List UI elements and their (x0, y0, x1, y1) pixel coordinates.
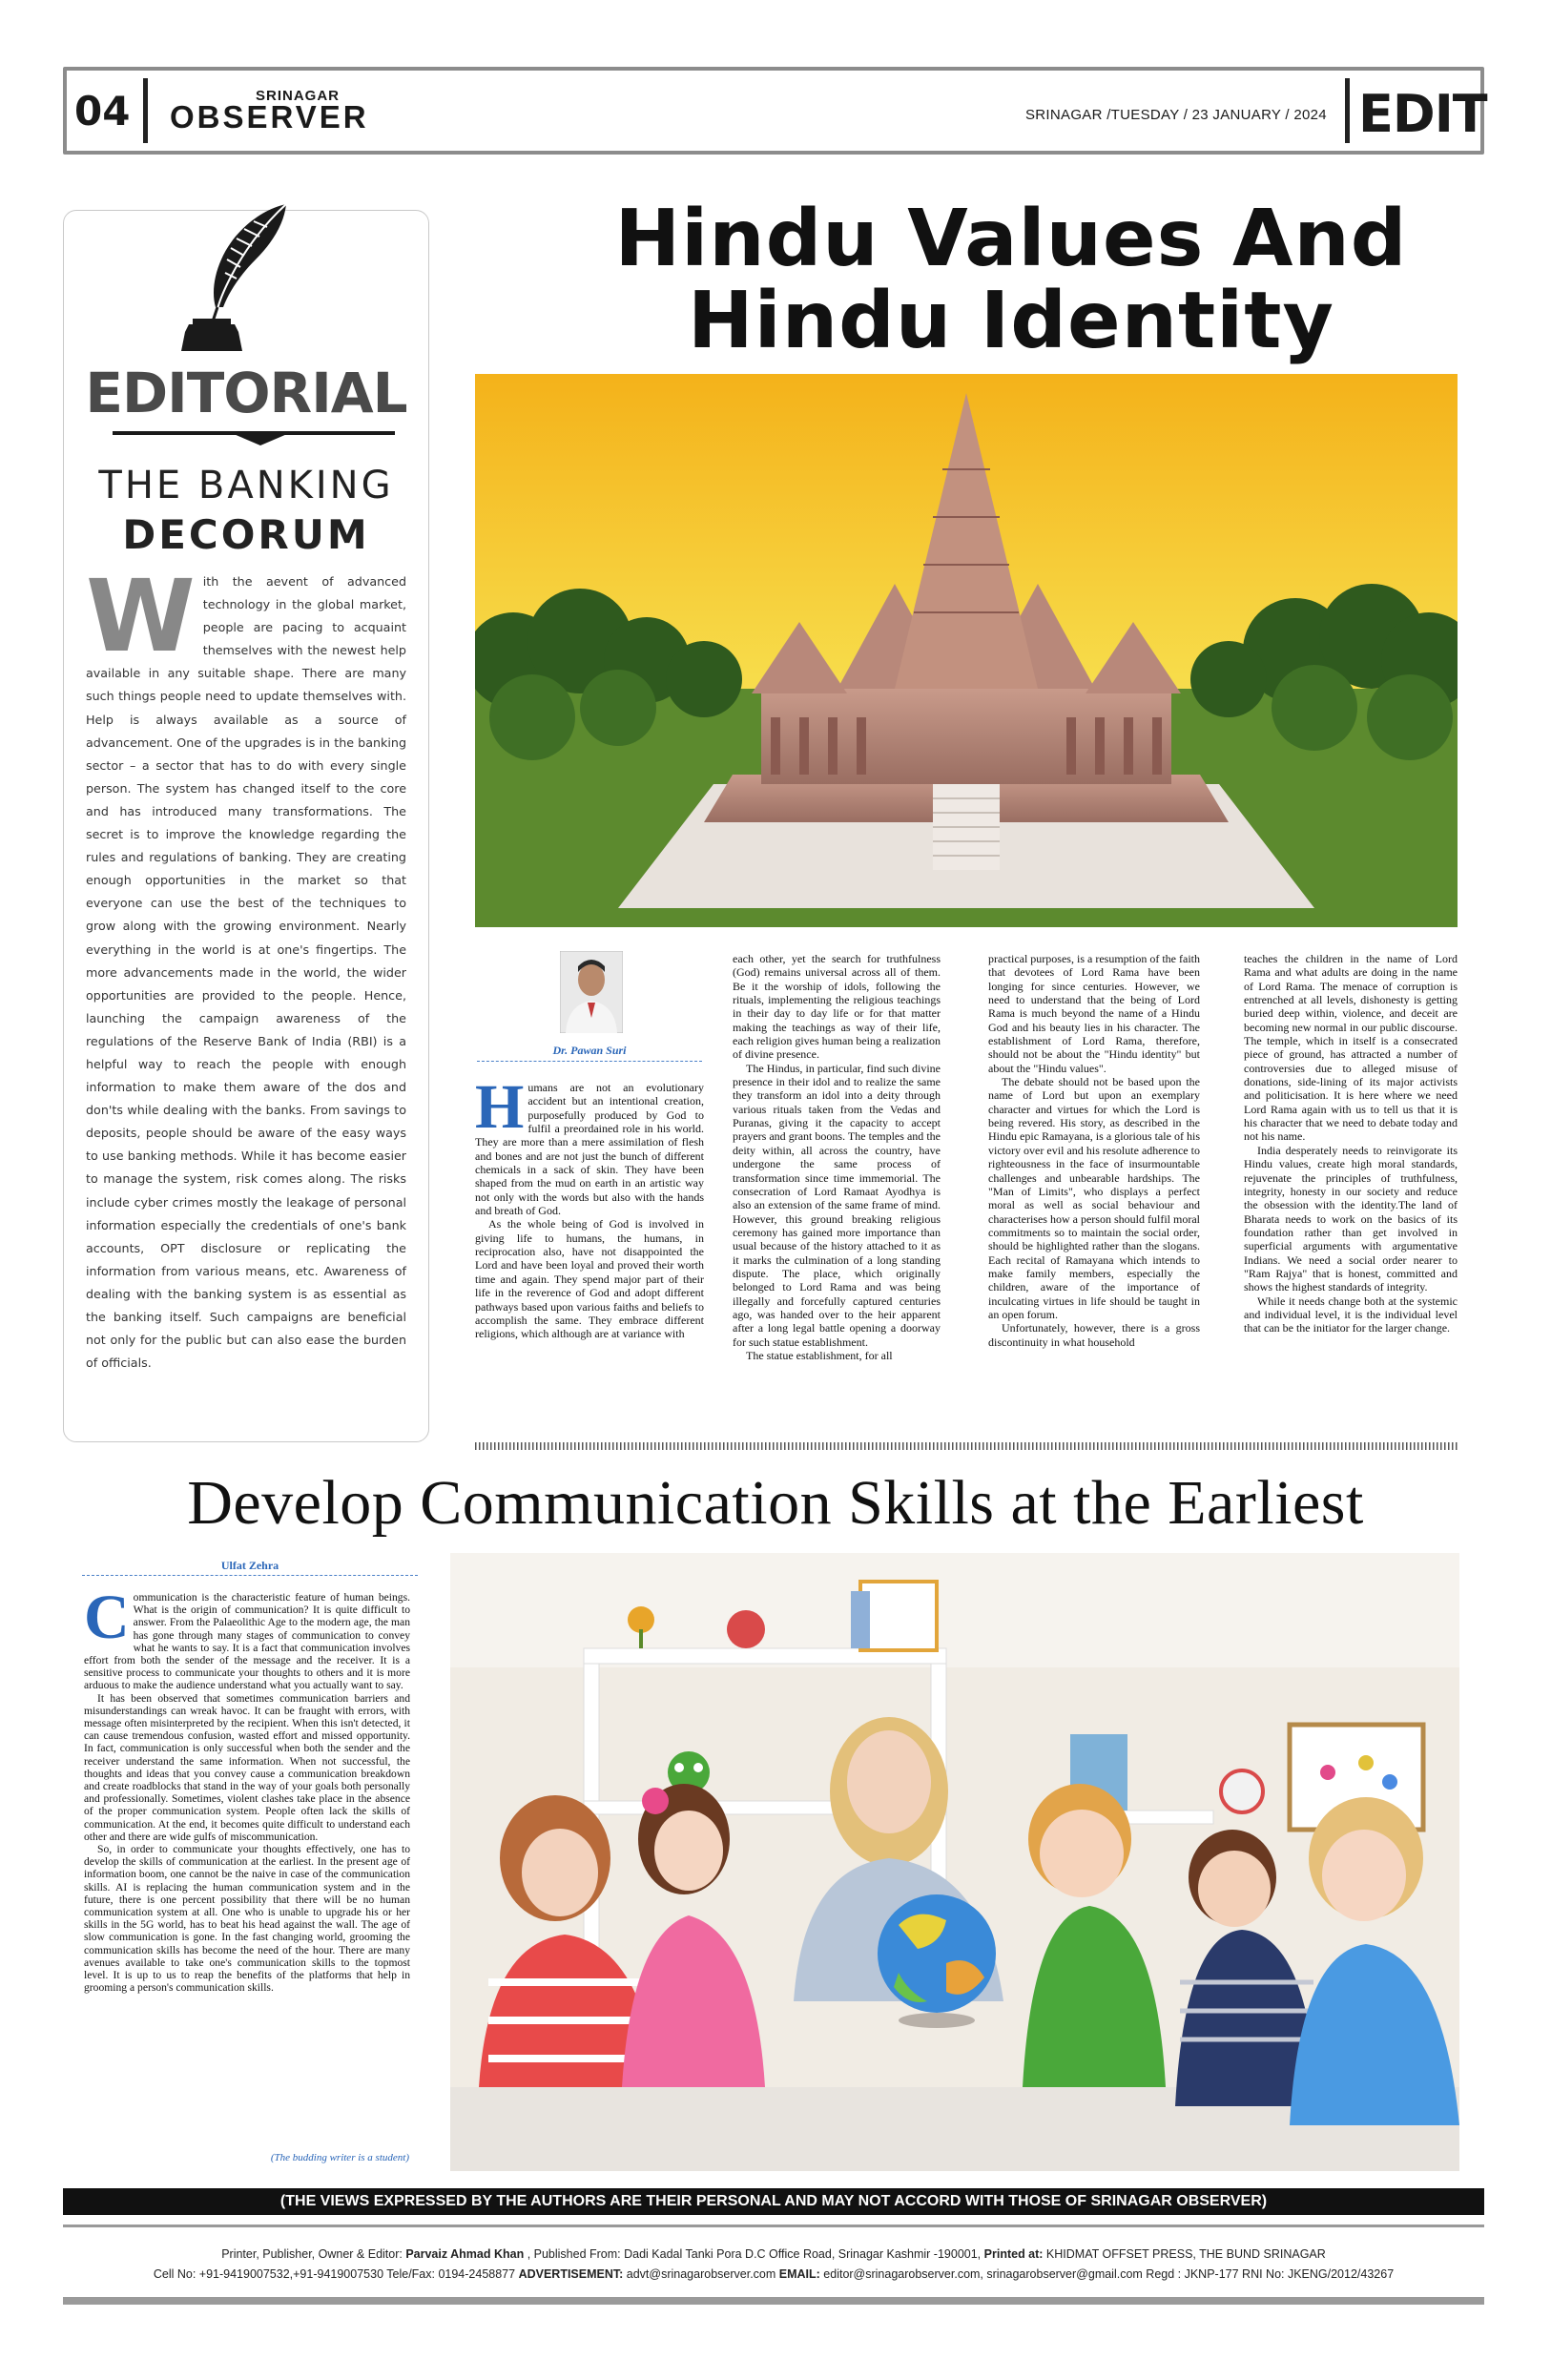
article1-col2-p2: The Hindus, in particular, find such divine presence in their idol and to realize the same they transform an idol into a deity through various rituals taken from the Vedas and Puranas, giving it the capacity to accept prayers and grant boons. The temples and the deity within, all across the country, have undergone the same process of transformation since time immemorial. The consecration of Lord Ramaat Ayodhya is also an extension of the same frame of mind. However, this ground breaking religious ceremony has gained more importance than usual because of the history attached to it as it marks the culmination of a long standing dispute. The place, which originally belonged to Lord Rama and was being illegally and forcefully captured centuries ago, was handed over to the heir apparent after a long legal battle opening a doorway for such statue establishment. (733, 1061, 941, 1349)
article2-byline: Ulfat Zehra (220, 1559, 279, 1572)
article1-headline-line1: Hindu Values And (614, 194, 1408, 284)
editorial-label: EDITORIAL (85, 361, 407, 425)
editorial-text: ith the aevent of advanced technology in the global market, people are pacing to acquaint themselves with the newest help available in any suitable shape. There are many such things people need to update themselves with. Help is always available as a source of advancement. One of the upgrades is in the banking sector – a sector that has to do with every single person. The system has changed itself to the core and has introduced many transformations. The secret is to improve the knowledge regarding the rules and regulations of banking. They are creating enough opportunities in the market so that everyone can use the best of the techniques to grow along with the growing environment. Nearly everything in the world is at one's fingertips. The more advancements made in the world, the wider opportunities are provided to the people. Hence, launching the campaign awareness of the regulations of the Reserve Bank of India (RBI) is a helpful way to reach the people with enough information to make them aware of the dos and don'ts while dealing with the banks. From savings to deposits, people should be aware of the easy ways to use banking methods. While it has become easier to manage the system, risk comes along. The risks include cyber crimes mostly the leakage of personal information especially the credentials of one's bank accounts, OPT disclosure or replicating the information from various means, etc. Awareness of dealing with the banking system is as essential as the banking itself. Such campaigns are beneficial not only for the public but can also ease the burden of officials. (86, 574, 406, 1371)
editorial-title-line1: THE BANKING (98, 464, 394, 507)
dateline: SRINAGAR /TUESDAY / 23 JANUARY / 2024 (1025, 107, 1327, 123)
imprint-line-1 (63, 2247, 1484, 2261)
article1-col2-p1: each other, yet the search for truthfulness (God) remains universal across all of them. Be it the worship of idols, following the rituals, implementing the religious teachings in their day to day life or for that matter making the teachings as way of their life, each religion gives human being a realization of divine presence. (733, 952, 941, 1062)
article1-column-1 (475, 1081, 704, 1441)
footer-rule (63, 2225, 1484, 2227)
section-label: EDIT (1358, 84, 1487, 144)
masthead-divider (143, 78, 148, 143)
editorial-rule-arrow (234, 434, 287, 445)
article1-col4-p3: While it needs change both at the systemic and individual level, it is the individual level that can be the initiator for the larger change. (1244, 1293, 1458, 1335)
imprint-text: KHIDMAT OFFSET PRESS, THE BUND SRINAGAR (1043, 2247, 1326, 2261)
logo: OBSERVER (170, 99, 369, 135)
page-number: 04 (74, 88, 131, 135)
section-divider (1345, 78, 1350, 143)
article1-col4-p1: teaches the children in the name of Lord Rama and what adults are doing in the name of Lord Rama. The menace of corruption is entrenched at all levels, dishonesty is getting buried deep within, violence, and deceit are becoming new normal in our public discourse. The temple, which in itself is a consecrated piece of ground, has attracted a number of controversies due to alleged misuse of donations, side-lining of its major activists and politicisation. It is here where we need Lord Rama again with us to tell us that it is his character that we need to debate today and not his name. (1244, 952, 1458, 1144)
article2-p1: ommunication is the characteristic feature of human beings. What is the origin of communication? It is quite difficult to answer. From the Palaeolithic Age to the modern age, the man has gone through many stages of communication to convey what he wants to say. It is a fact that communication involves effort from both the sender of the message and the receiver. It is a sensitive process to communicate your thoughts to others and it is more arduous to make the audience understand what you actually want to say. (84, 1591, 410, 1692)
article1-col1-intro: umans are not an evolutionary accident but an intentional creation, purposefully produced by God to fulfil a preordained role in his world. They are more than a mere assimilation of flesh and bones and are not just the bunch of different chemicals in a sack of skin. They have been shaped from the mud on earth in an artistic way not only with the words but also with the hands and breath of God. (475, 1081, 704, 1218)
article1-column-2 (733, 952, 941, 1441)
article1-headline (477, 194, 1545, 366)
article2-column (84, 1591, 410, 2148)
article1-column-4 (1244, 952, 1458, 1441)
quill-inkpot-icon (174, 200, 298, 353)
article2-p3: So, in order to communicate your thoughts effectively, one has to develop the skills of communication at the earliest. In the present age of information boom, one cannot be the naive in case of the communication skills. AI is replacing the human communication system and in the future, there is one percent possibility that there will be no human communication system at all. One who is unable to upgrade his or her skills in the 5G world, has to beat his head against the wall. The age of slow communication is gone. In the fast changing world, grooming the communication skills has become the need of the hour. There are many avenues available to take one's communication skills to the topmost level. It is up to us to reap the benefits of the platforms that help in grooming a person's communication skills. (84, 1843, 410, 1995)
article2-p2: It has been observed that sometimes communication barriers and misunderstandings can wreak havoc. It can be fraught with errors, with message often misinterpreted by the recipient. When this isn't detected, it can cause tremendous confusion, wasted effort and missed opportunity. In fact, communication is only successful when both the sender and the receiver understand the same information. When not successful, the thoughts and ideas that you convey cause a communication breakdown and create roadblocks that stand in the way of your goals both personally and professionally. Sometimes, violent clashes take place in the absence of the proper communication system. People often lack the skills of communication. At the end, it becomes quite difficult to understand each other and there are wide gulfs of miscommunication. (84, 1691, 410, 1843)
logo-top-text: SRINAGAR (256, 88, 341, 104)
article2-footnote: (The budding writer is a student) (270, 2152, 409, 2163)
article1-byline: Dr. Pawan Suri (552, 1044, 627, 1057)
imprint-text: advt@srinagarobserver.com (623, 2267, 779, 2281)
imprint-text: Printer, Publisher, Owner & Editor: (221, 2247, 406, 2261)
imprint-editor-name: Parvaiz Ahmad Khan (405, 2247, 525, 2261)
temple-image (475, 374, 1458, 927)
imprint-text: editor@srinagarobserver.com, srinagarobserver@gmail.com Regd : JKNP-177 RNI No: JKENG/2012/43267 (819, 2267, 1395, 2281)
imprint-text: , Published From: Dadi Kadal Tanki Pora D.C Office Road, Srinagar Kashmir -190001, (524, 2247, 984, 2261)
imprint-label: EMAIL: (778, 2267, 820, 2281)
disclaimer-bar: (THE VIEWS EXPRESSED BY THE AUTHORS ARE THEIR PERSONAL AND MAY NOT ACCORD WITH THOSE OF SRINAGAR OBSERVER) (63, 2188, 1484, 2215)
article1-col3-p1: practical purposes, is a resumption of the faith that devotees of Lord Rama have been longing for since centuries. However, we need to understand that the being of Lord Rama is much beyond the name of a Hindu God and his beauty lies in his character. The establishment of Lord Rama, therefore, should not be about the "Hindu identity" but about the "Hindu values". (988, 952, 1200, 1075)
article1-dropcap: H (475, 1081, 525, 1142)
byline-rule (82, 1575, 418, 1576)
dotted-separator (475, 1442, 1458, 1450)
article1-col2-p3: The statue establishment, for all (746, 1348, 893, 1362)
article1-column-3 (988, 952, 1200, 1441)
editorial-dropcap: W (86, 558, 196, 674)
editorial-title-line2: DECORUM (122, 511, 370, 558)
byline-rule (477, 1061, 702, 1062)
children-globe-image (450, 1553, 1459, 2171)
article1-col1-p2: As the whole being of God is involved in giving life to humans, the humans, in reciprocation also, have not disappointed the Lord and have been loyal and proved their worth time and again. They spend major part of their life in the reverence of God and adopt different pathways based upon various faiths and beliefs to accomplish the same. They embrace different religions, which although are at variance with (475, 1217, 704, 1341)
article1-col3-p2: The debate should not be based upon the name of Lord but upon an exemplary character and virtues for which the Lord is being revered. His story, as described in the Hindu epic Ramayana, is a glorious tale of his victory over evil and his resolute adherence to righteousness in the face of insurmountable challenges and unbearable hardships. The "Man of Limits", who displays a perfect moral as well as social behaviour and characterises how a person should fulfil moral commitments so to maintain the social order, should be highlighted rather than the slogans. Each recital of Ramayana which intends to make family members, especially the children, aware of the importance of inculcating virtues in life should be taught in an open forum. (988, 1075, 1200, 1321)
imprint-label: Printed at: (983, 2247, 1044, 2261)
editorial-body (86, 558, 406, 1429)
article1-headline-line2: Hindu Identity (688, 276, 1334, 366)
article1-col4-p2: India desperately needs to reinvigorate its Hindu values, create high moral standards, rejuvenate the principles of truthfulness, integrity, honesty in our society and reduce the obsession with the identity.The land of Bharata needs to work on the basics of its foundation rather than get involved in superficial arguments with argumentative Indians. We need a social order nearer to "Ram Rajya" that is honest, committed and shows the highest standards of integrity. (1244, 1143, 1458, 1294)
article2-headline: Develop Communication Skills at the Earliest (187, 1468, 1364, 1538)
author-photo (560, 951, 623, 1033)
imprint-text: Cell No: +91-9419007532,+91-9419007530 Tele/Fax: 0194-2458877 (153, 2267, 519, 2281)
article2-dropcap: C (84, 1591, 130, 1652)
article1-col3-p3: Unfortunately, however, there is a gross discontinuity in what household (988, 1321, 1200, 1349)
imprint-label: ADVERTISEMENT: (518, 2267, 624, 2281)
footer-bottom-rule (63, 2297, 1484, 2305)
imprint-line-2 (63, 2267, 1484, 2281)
